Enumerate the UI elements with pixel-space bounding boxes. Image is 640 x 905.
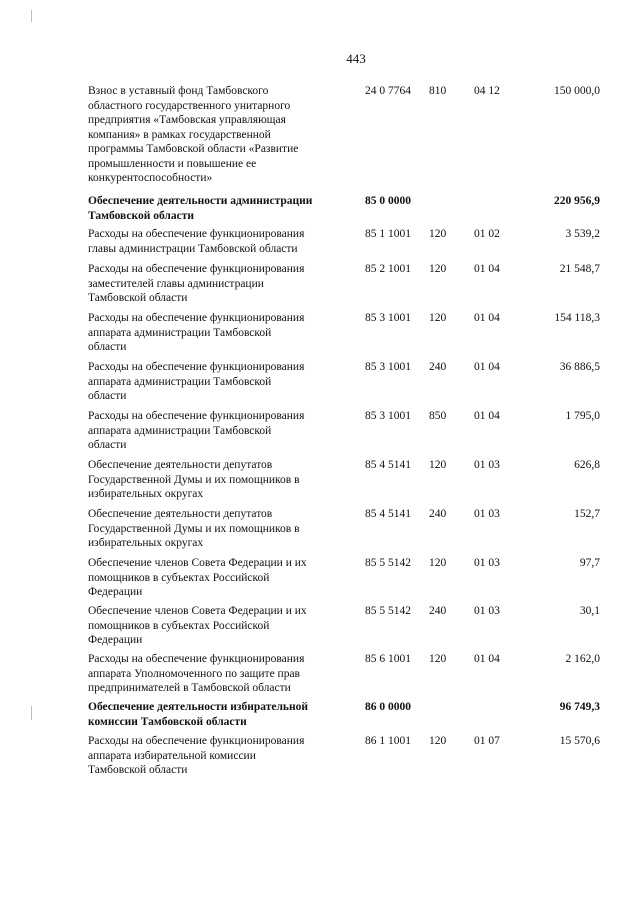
table-row (88, 652, 600, 696)
row-description: Взнос в уставный фонд Тамбовского областного государственного унитарного предприятия «Тамбовская управляющая компания» в рамках государственной программы Тамбовской области «Развитие промышленности и повышение ее конкурентоспособности» (88, 85, 299, 184)
row-description: Расходы на обеспечение функционирования аппарата администрации Тамбовской области (88, 410, 305, 451)
section-code: 01 04 (474, 410, 500, 422)
table-row (88, 227, 600, 256)
expense-type-code: 120 (429, 653, 447, 665)
table-row (88, 734, 600, 778)
row-description: Обеспечение членов Совета Федерации и их помощников в субъектах Российской Федерации (88, 605, 307, 646)
section-code: 01 04 (474, 263, 500, 275)
amount: 626,8 (574, 459, 600, 471)
table-row (88, 311, 600, 355)
section-code: 04 12 (474, 85, 500, 97)
expense-type-code: 240 (429, 605, 447, 617)
target-code: 85 5 5142 (365, 605, 411, 617)
row-description: Обеспечение членов Совета Федерации и их помощников в субъектах Российской Федерации (88, 557, 307, 598)
target-code: 85 4 5141 (365, 508, 411, 520)
table-row (88, 262, 600, 306)
row-description: Обеспечение деятельности избирательной комиссии Тамбовской области (88, 701, 308, 728)
table-row (88, 84, 600, 186)
target-code: 24 0 7764 (365, 85, 411, 97)
table-row (88, 604, 600, 648)
expense-type-code: 850 (429, 410, 447, 422)
table-row-section-header (88, 700, 600, 729)
amount: 21 548,7 (559, 263, 600, 275)
row-description: Расходы на обеспечение функционирования главы администрации Тамбовской области (88, 228, 305, 255)
scan-mark (31, 706, 32, 720)
section-code: 01 03 (474, 459, 500, 471)
target-code: 85 0 0000 (365, 195, 411, 207)
expense-type-code: 120 (429, 312, 447, 324)
target-code: 86 1 1001 (365, 735, 411, 747)
target-code: 85 1 1001 (365, 228, 411, 240)
row-description: Обеспечение деятельности депутатов Государственной Думы и их помощников в избирательных округах (88, 508, 300, 549)
row-description: Расходы на обеспечение функционирования аппарата администрации Тамбовской области (88, 312, 305, 353)
row-description: Расходы на обеспечение функционирования аппарата администрации Тамбовской области (88, 361, 305, 402)
target-code: 85 3 1001 (365, 410, 411, 422)
scan-mark (31, 10, 32, 22)
amount: 150 000,0 (554, 85, 600, 97)
expense-type-code: 810 (429, 85, 447, 97)
table-row (88, 507, 600, 551)
page-number: 443 (346, 51, 366, 66)
amount: 2 162,0 (565, 653, 600, 665)
target-code: 85 3 1001 (365, 312, 411, 324)
section-code: 01 03 (474, 508, 500, 520)
amount: 96 749,3 (559, 701, 600, 713)
expense-type-code: 120 (429, 557, 447, 569)
expense-type-code: 120 (429, 459, 447, 471)
target-code: 85 4 5141 (365, 459, 411, 471)
section-code: 01 07 (474, 735, 500, 747)
expense-type-code: 120 (429, 228, 447, 240)
amount: 220 956,9 (554, 195, 600, 207)
amount: 154 118,3 (554, 312, 600, 324)
table-row (88, 409, 600, 453)
section-code: 01 04 (474, 361, 500, 373)
expense-type-code: 240 (429, 508, 447, 520)
row-description: Расходы на обеспечение функционирования аппарата Уполномоченного по защите прав предпринимателей в Тамбовской области (88, 653, 305, 694)
section-code: 01 04 (474, 312, 500, 324)
expense-type-code: 120 (429, 263, 447, 275)
expense-type-code: 120 (429, 735, 447, 747)
row-description: Обеспечение деятельности депутатов Государственной Думы и их помощников в избирательных округах (88, 459, 300, 500)
amount: 3 539,2 (565, 228, 600, 240)
amount: 30,1 (579, 605, 600, 617)
amount: 152,7 (574, 508, 600, 520)
table-row (88, 458, 600, 502)
amount: 15 570,6 (559, 735, 600, 747)
row-description: Расходы на обеспечение функционирования аппарата избирательной комиссии Тамбовской области (88, 735, 305, 776)
target-code: 86 0 0000 (365, 701, 411, 713)
section-code: 01 02 (474, 228, 500, 240)
section-code: 01 04 (474, 653, 500, 665)
amount: 97,7 (579, 557, 600, 569)
amount: 1 795,0 (565, 410, 600, 422)
expense-type-code: 240 (429, 361, 447, 373)
table-row-section-header (88, 194, 600, 223)
target-code: 85 5 5142 (365, 557, 411, 569)
row-description: Расходы на обеспечение функционирования заместителей главы администрации Тамбовской области (88, 263, 305, 304)
target-code: 85 3 1001 (365, 361, 411, 373)
table-row (88, 360, 600, 404)
target-code: 85 2 1001 (365, 263, 411, 275)
section-code: 01 03 (474, 557, 500, 569)
amount: 36 886,5 (559, 361, 600, 373)
table-row (88, 556, 600, 600)
section-code: 01 03 (474, 605, 500, 617)
row-description: Обеспечение деятельности администрации Тамбовской области (88, 195, 313, 222)
target-code: 85 6 1001 (365, 653, 411, 665)
